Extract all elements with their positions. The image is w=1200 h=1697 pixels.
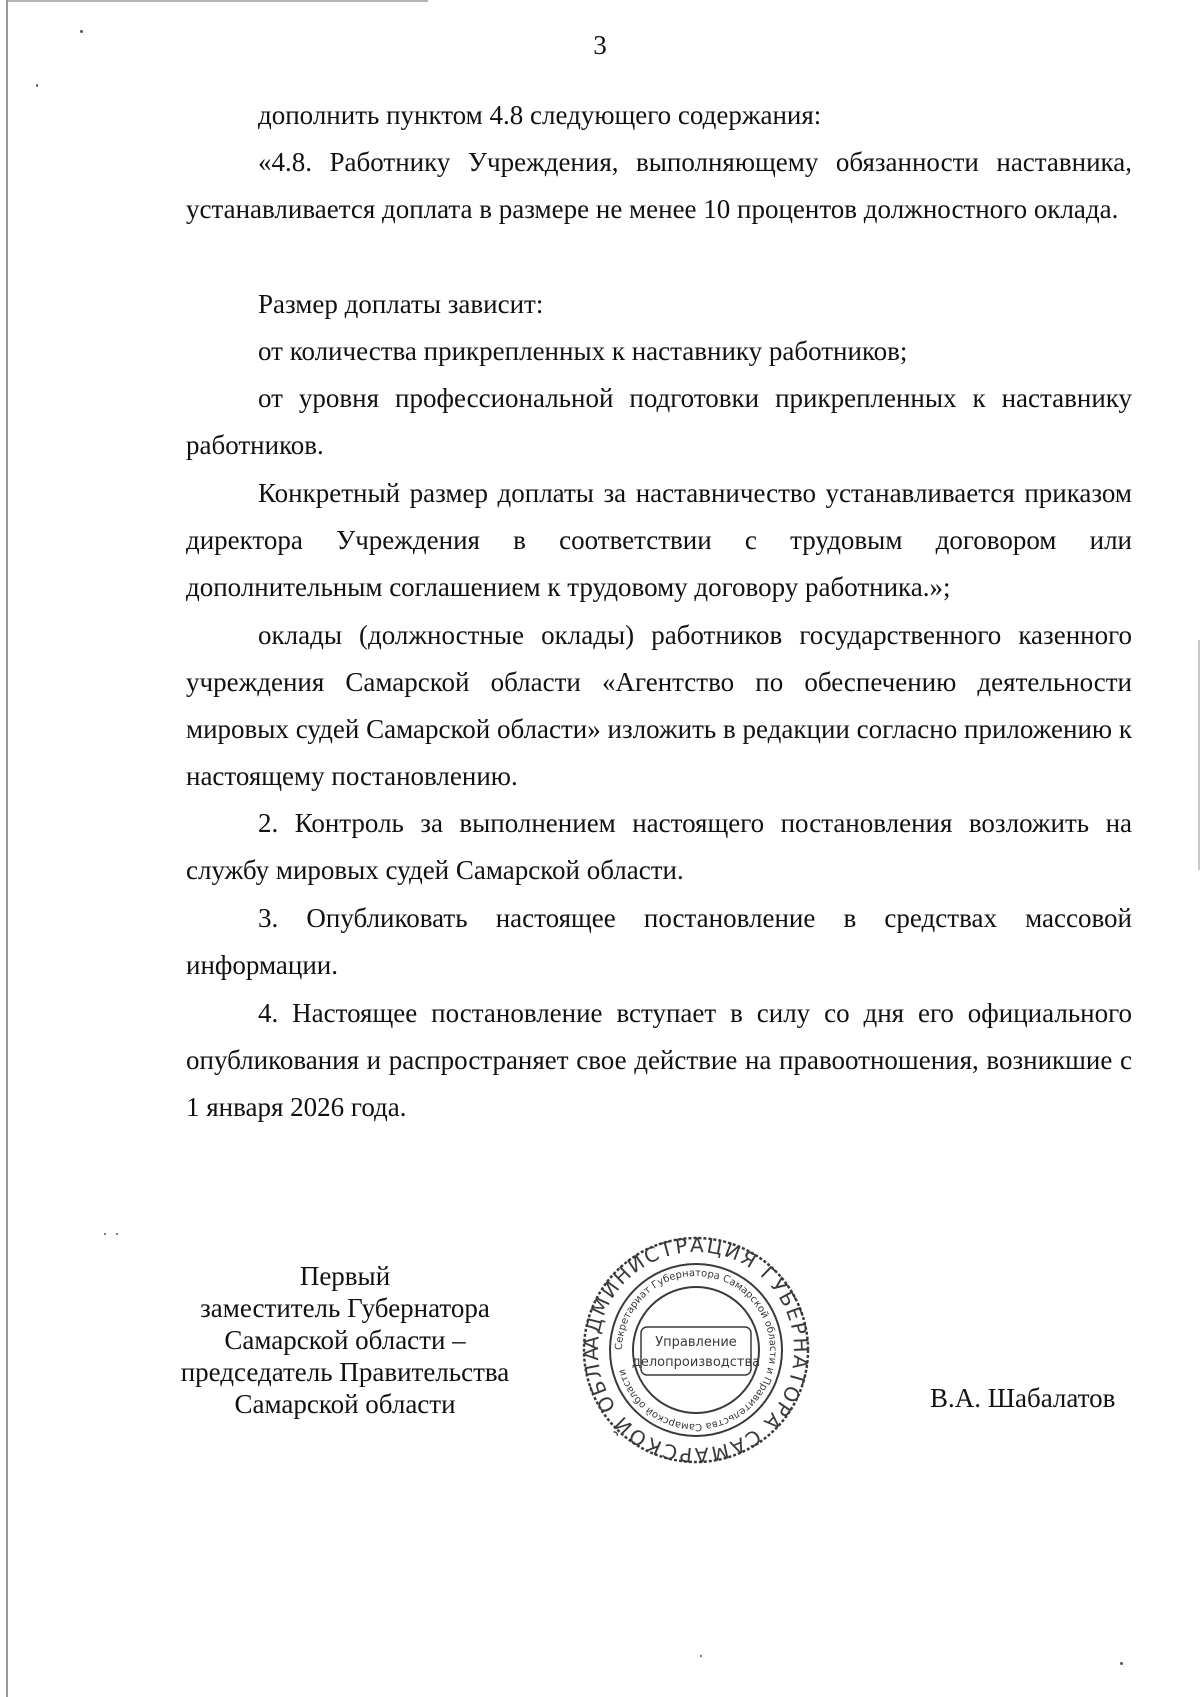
signatory-title-line: Первый [299,1261,391,1291]
signatory-name: В.А. Шабалатов [930,1383,1116,1413]
paragraph-8: 2. Контроль за выполнением настоящего постановления возложить на службу мировых судей Самарской области. [186,808,1132,885]
official-stamp [581,1235,811,1465]
paragraph-5: от уровня профессиональной подготовки прикрепленных к наставнику работников. [186,383,1132,460]
scan-speck [104,1233,106,1235]
signatory-title [170,1260,520,1420]
scan-speck [80,30,83,33]
paragraph-1: дополнить пунктом 4.8 следующего содержания: [258,100,822,130]
signatory-title-line: председатель Правительства [180,1357,510,1387]
paragraph-7: оклады (должностные оклады) работников государственного казенного учреждения Самарской области «Агентство по обеспечению деятельности мировых судей Самарской области» изложить в редакции согласно приложению к настоящему постановлению. [186,620,1132,791]
stamp-inner-text: Секретариат Губернатора Самарской области и Правительства Самарской области [613,1267,779,1433]
paragraph-10: 4. Настоящее постановление вступает в силу со дня его официального опубликования и распространяет свое действие на правоотношения, возникшие с 1 января 2026 года. [186,998,1132,1122]
stamp-graphic [581,1235,811,1465]
signatory-title-line: Самарской области – [224,1325,466,1355]
scan-speck [36,84,38,87]
paragraph-4: от количества прикрепленных к наставнику работников; [258,336,908,366]
scan-speck [700,1655,702,1657]
signatory-title-line: заместитель Губернатора [200,1293,490,1323]
page-number: 3 [593,30,607,60]
scan-speck [1120,1662,1123,1665]
signatory-title-line: Самарской области [234,1389,456,1419]
paragraph-9: 3. Опубликовать настоящее постановление в средствах массовой информации. [186,903,1132,980]
scan-speck [116,1233,118,1235]
scan-edge-top [8,0,428,2]
scan-edge-left [6,0,8,1697]
paragraph-3: Размер доплаты зависит: [258,289,544,319]
stamp-center-line-2: делопроизводства [631,1355,761,1370]
stamp-center-line-1: Управление [655,1335,737,1350]
paragraph-2: «4.8. Работнику Учреждения, выполняющему обязанности наставника, устанавливается доплата в размере не менее 10 процентов должностного оклада. [186,147,1132,224]
paragraph-6: Конкретный размер доплаты за наставничество устанавливается приказом директора Учреждения в соответствии с трудовым договором или дополнительным соглашением к трудовому договору работника.»; [186,478,1132,602]
stamp-outer-text: АДМИНИСТРАЦИЯ ГУБЕРНАТОРА САМАРСКОЙ ОБЛА [581,1235,811,1465]
